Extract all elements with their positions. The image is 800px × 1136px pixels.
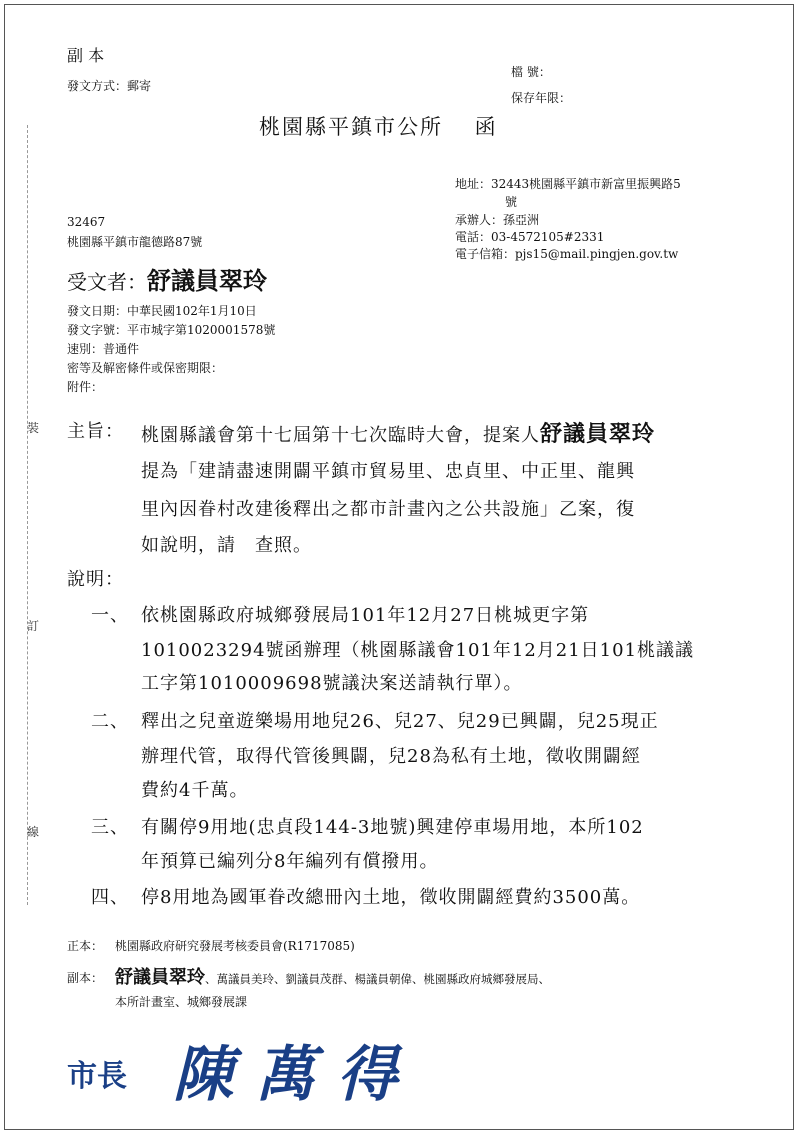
binding-line: [27, 125, 29, 905]
subject-line-4: 如說明，請 查照。: [141, 535, 312, 556]
subject-line-1: [141, 417, 655, 448]
copy-rest: 、萬議員美玲、劉議員茂群、楊議員朝偉、桃園縣政府城鄉發展局、: [205, 972, 550, 986]
send-method: 發文方式：郵寄: [67, 79, 152, 93]
item-1-line-3: 工字第1010009698號議決案送請執行單）。: [141, 673, 523, 694]
sender-address-cont: 號: [505, 195, 518, 209]
item-4-num: 四、: [91, 887, 129, 908]
item-2-line-1: 釋出之兒童遊樂場用地兒26、兒27、兒29已興闢，兒25現正: [141, 711, 659, 732]
item-3-num: 三、: [91, 817, 129, 838]
binding-mark-1: 裝: [27, 421, 40, 435]
item-2-num: 二、: [91, 711, 129, 732]
recipient-address: 桃園縣平鎮市龍德路87號: [67, 235, 203, 249]
subject-label: 主旨：: [67, 421, 124, 442]
subject-name: 舒議員翠玲: [540, 421, 656, 447]
issue-date: 發文日期：中華民國102年1月10日: [67, 304, 257, 318]
recipient-label-text: 受文者：: [67, 270, 147, 294]
binding-mark-2: 訂: [27, 619, 40, 633]
original-recipient: 桃園縣政府研究發展考核委員會(R1717085): [115, 939, 355, 953]
recipient-postal-code: 32467: [67, 215, 106, 229]
sender-address: 地址：32443桃園縣平鎮市新富里振興路5: [455, 177, 681, 191]
speed: 速別：普通件: [67, 342, 140, 356]
secrecy: 密等及解密條件或保密期限：: [67, 361, 224, 375]
item-1-line-2: 1010023294號函辦理（桃園縣議會101年12月21日101桃議議: [141, 640, 695, 661]
phone: 電話：03-4572105#2331: [455, 230, 605, 244]
copy-recipients-line-2: 本所計畫室、城鄉發展課: [115, 995, 248, 1009]
recipient-name: 舒議員翠玲: [147, 266, 267, 295]
subject-line-1-text: 桃園縣議會第十七屆第十七次臨時大會，提案人: [141, 425, 540, 446]
original-label: 正本：: [67, 939, 104, 953]
mayor-signature: 陳萬得: [173, 1040, 419, 1110]
item-4-line-1: 停8用地為國軍眷改總冊內土地，徵收開闢經費約3500萬。: [141, 887, 641, 908]
item-2-line-2: 辦理代管，取得代管後興闢，兒28為私有土地，徵收開闢經: [141, 746, 641, 767]
binding-mark-3: 線: [27, 825, 40, 839]
email: 電子信箱：pjs15@mail.pingjen.gov.tw: [455, 247, 679, 261]
item-1-num: 一、: [91, 605, 129, 626]
doc-number: 發文字號：平市城字第1020001578號: [67, 323, 276, 337]
item-3-line-2: 年預算已編列分8年編列有償撥用。: [141, 851, 439, 872]
subject-line-3: 里內因眷村改建後釋出之都市計畫內之公共設施」乙案，復: [141, 499, 635, 520]
file-number-label: 檔 號：: [511, 65, 551, 79]
recipient-label: [67, 261, 267, 296]
copy-label: 副 本: [67, 46, 105, 65]
copy-recipients-line-1: [115, 963, 550, 989]
attachment: 附件：: [67, 380, 104, 394]
item-3-line-1: 有關停9用地(忠貞段144-3地號)興建停車場用地，本所102: [141, 817, 644, 838]
document-page: [4, 4, 794, 1130]
explanation-label: 說明：: [67, 569, 124, 590]
mayor-title: 市長: [67, 1059, 127, 1094]
document-title: 桃園縣平鎮市公所 函: [259, 115, 498, 139]
copy-name: 舒議員翠玲: [115, 967, 205, 988]
retention-label: 保存年限：: [511, 91, 572, 105]
item-1-line-1: 依桃園縣政府城鄉發展局101年12月27日桃城更字第: [141, 605, 590, 626]
contact-person: 承辦人：孫亞洲: [455, 213, 540, 227]
item-2-line-3: 費約4千萬。: [141, 780, 249, 801]
copy-recipients-label: 副本：: [67, 971, 104, 985]
subject-line-2: 提為「建請盡速開闢平鎮市貿易里、忠貞里、中正里、龍興: [141, 461, 635, 482]
